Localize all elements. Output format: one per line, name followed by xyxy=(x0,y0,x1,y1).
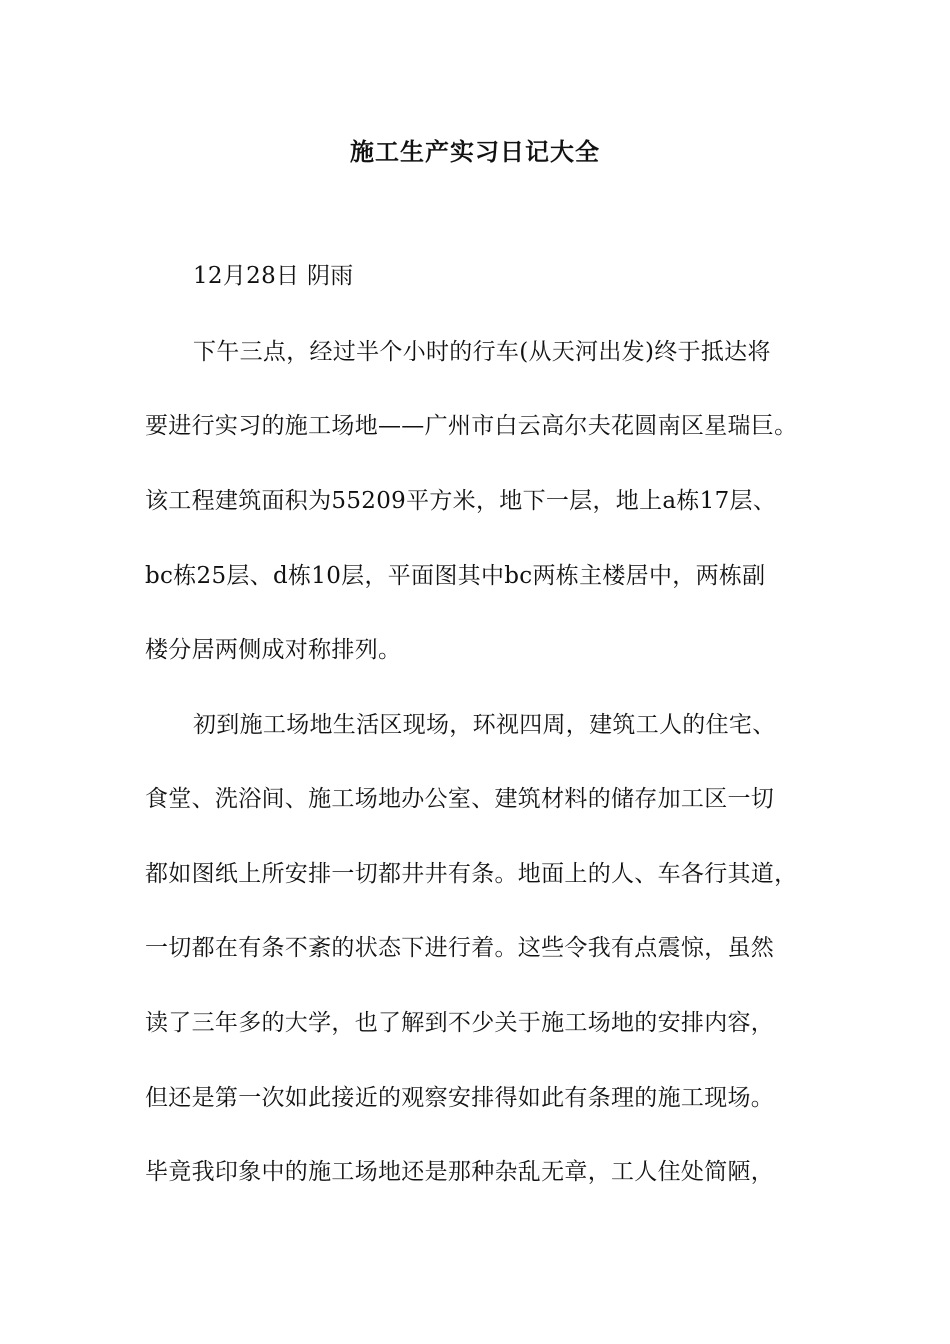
paragraph-line: 要进行实习的施工场地——广州市白云高尔夫花圆南区星瑞巨。 xyxy=(145,413,798,439)
paragraph-line: 楼分居两侧成对称排列。 xyxy=(145,637,402,663)
diary-date-line: 12月28日 阴雨 xyxy=(193,263,354,289)
paragraph-line: 都如图纸上所安排一切都井井有条。地面上的人、车各行其道， xyxy=(145,861,798,887)
document-title: 施工生产实习日记大全 xyxy=(350,137,600,166)
paragraph-line: 食堂、洗浴间、施工场地办公室、建筑材料的储存加工区一切 xyxy=(145,786,775,812)
paragraph-line: 初到施工场地生活区现场，环视四周，建筑工人的住宅、 xyxy=(193,712,776,738)
paragraph-line: 毕竟我印象中的施工场地还是那种杂乱无章，工人住处简陋， xyxy=(145,1159,775,1185)
paragraph-line: bc栋25层、d栋10层，平面图其中bc两栋主楼居中，两栋副 xyxy=(145,563,766,589)
paragraph-line: 一切都在有条不紊的状态下进行着。这些令我有点震惊，虽然 xyxy=(145,935,775,961)
paragraph-line: 该工程建筑面积为55209平方米，地下一层，地上a栋17层、 xyxy=(145,488,777,514)
paragraph-line: 但还是第一次如此接近的观察安排得如此有条理的施工现场。 xyxy=(145,1085,775,1111)
paragraph-line: 读了三年多的大学，也了解到不少关于施工场地的安排内容， xyxy=(145,1010,775,1036)
paragraph-line: 下午三点，经过半个小时的行车(从天河出发)终于抵达将 xyxy=(193,339,771,365)
